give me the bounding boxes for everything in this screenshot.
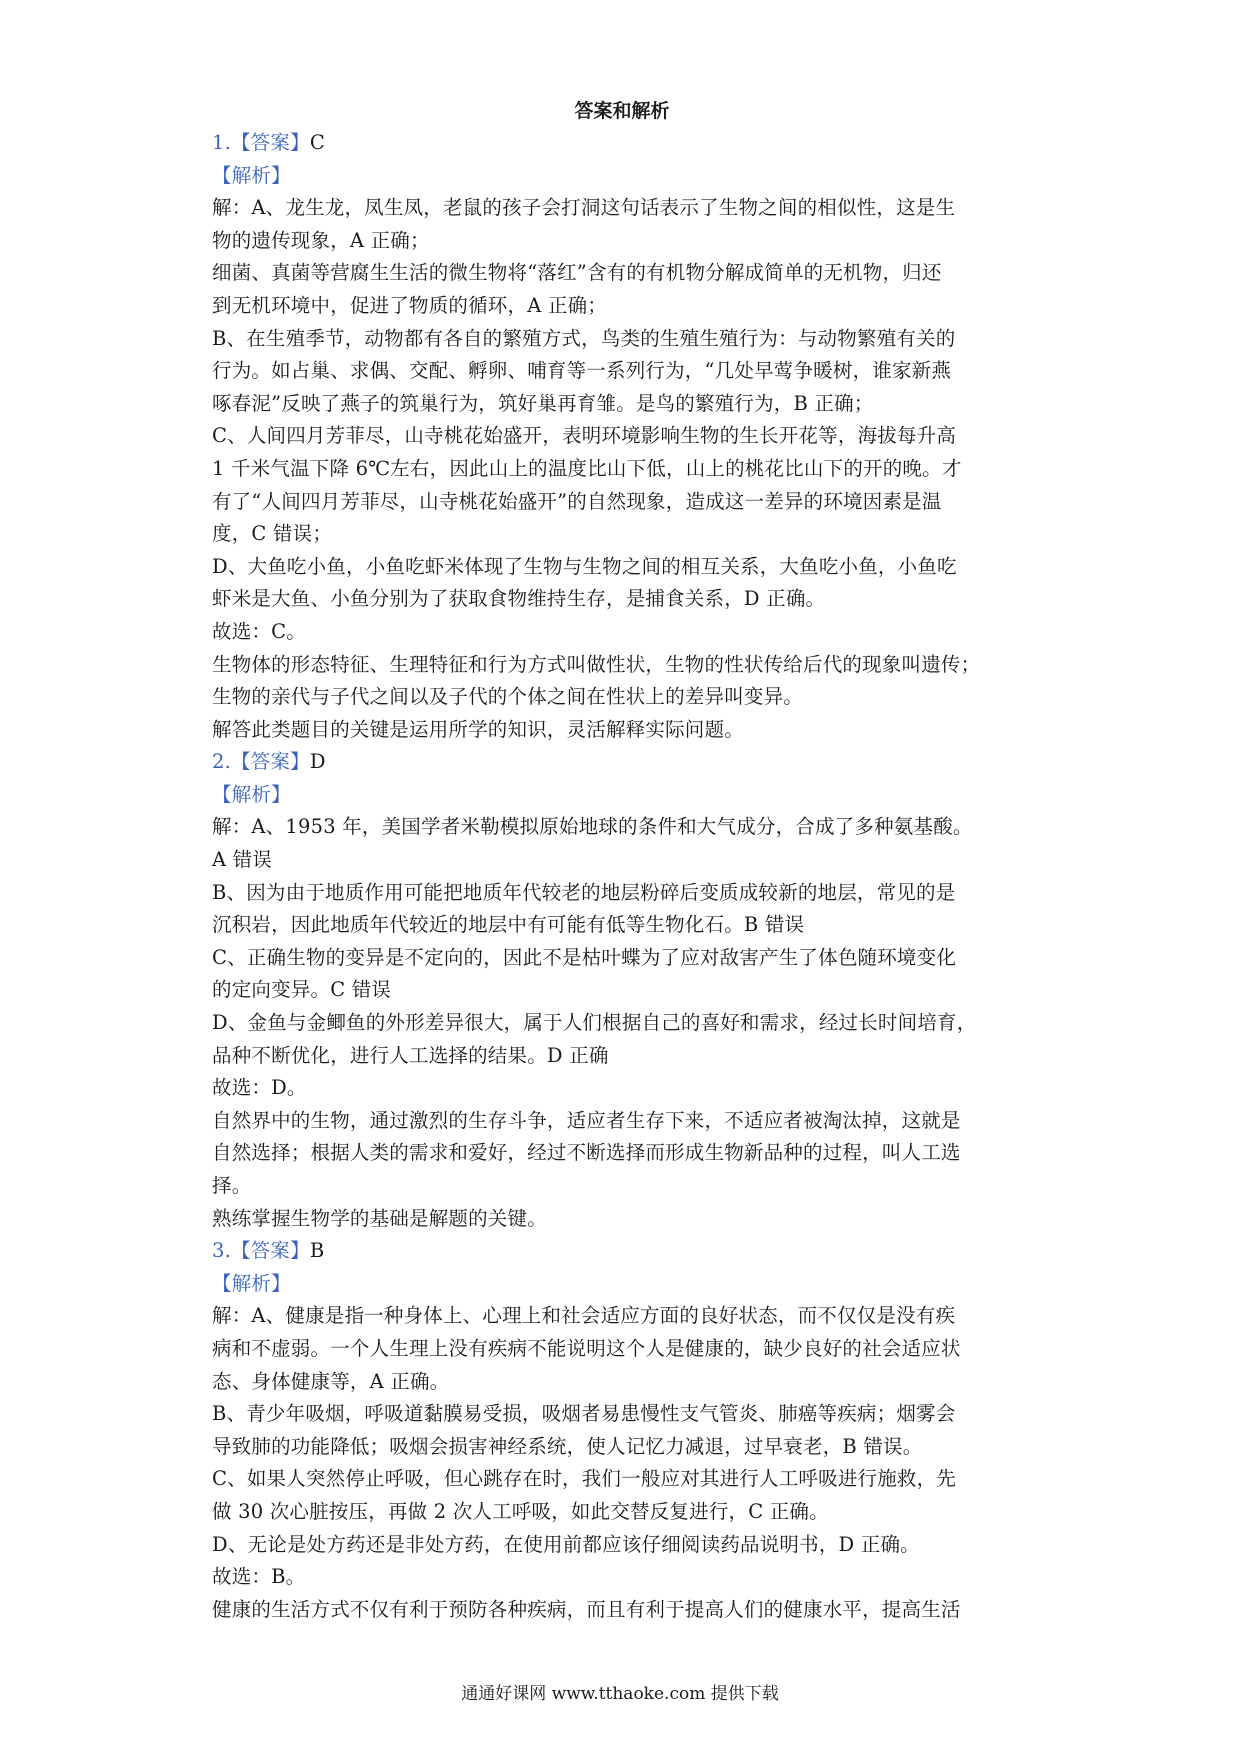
answer-label: 【答案】 [231,1239,310,1263]
page-title: 答案和解析 [574,100,670,122]
analysis-line: 熟练掌握生物学的基础是解题的关键。 [212,1206,547,1230]
analysis-line: 病和不虚弱。一个人生理上没有疾病不能说明这个人是健康的，缺少良好的社会适应状 [212,1336,961,1360]
analysis-line: 的定向变异。C 错误 [212,978,392,1002]
answer-label: 【答案】 [231,750,310,774]
analysis-line: 做 30 次心脏按压，再做 2 次人工呼吸，如此交替反复进行，C 正确。 [212,1499,829,1523]
analysis-line: D、无论是处方药还是非处方药，在使用前都应该仔细阅读药品说明书，D 正确。 [212,1532,920,1556]
analysis-line: 解：A、1953 年，美国学者米勒模拟原始地球的条件和大气成分，合成了多种氨基酸。 [212,815,973,839]
answer-value: C [309,131,325,154]
analysis-line: 啄春泥”反映了燕子的筑巢行为，筑好巢再育雏。是鸟的繁殖行为，B 正确； [212,391,874,415]
analysis-line: 行为。如占巢、求偶、交配、孵卵、哺育等一系列行为，“几处早莺争暖树，谁家新燕 [212,359,952,383]
analysis-line: A 错误 [212,848,273,872]
answer-heading [212,746,1032,779]
analysis-line: 到无机环境中，促进了物质的循环，A 正确； [212,293,607,317]
answer-heading [212,1235,1032,1268]
analysis-label: 【解析】 [212,1271,291,1295]
answer-sections [212,127,1032,1626]
analysis-line: C、如果人突然停止呼吸，但心跳存在时，我们一般应对其进行人工呼吸进行施救，先 [212,1467,957,1491]
analysis-label: 【解析】 [212,782,291,806]
answer-value: D [309,750,326,774]
analysis-line: D、大鱼吃小鱼，小鱼吃虾米体现了生物与生物之间的相互关系，大鱼吃小鱼，小鱼吃 [212,554,957,578]
analysis-line: 沉积岩，因此地质年代较近的地层中有可能有低等生物化石。B 错误 [212,913,805,937]
analysis-line: 有了“人间四月芳菲尽，山寺桃花始盛开”的自然现象，造成这一差异的环境因素是温 [212,489,942,513]
analysis-line: 解：A、龙生龙，凤生凤，老鼠的孩子会打洞这句话表示了生物之间的相似性，这是生 [212,196,956,220]
answer-number: 1. [212,131,232,154]
answer-number: 2. [212,750,232,774]
analysis-line: 生物的亲代与子代之间以及子代的个体之间在性状上的差异叫变异。 [212,685,804,709]
analysis-line: D、金鱼与金鲫鱼的外形差异很大，属于人们根据自己的喜好和需求，经过长时间培育， [212,1011,977,1035]
page-footer: 通通好课网 www.tthaoke.com 提供下载 [461,1684,779,1704]
analysis-line: 细菌、真菌等营腐生生活的微生物将“落红”含有的有机物分解成简单的无机物，归还 [212,261,942,285]
analysis-line: B、因为由于地质作用可能把地质年代较老的地层粉碎后变质成较新的地层，常见的是 [212,880,956,904]
document-body [212,95,1032,1626]
analysis-line: 自然选择；根据人类的需求和爱好，经过不断选择而形成生物新品种的过程，叫人工选 [212,1141,961,1165]
analysis-label: 【解析】 [212,163,291,187]
answer-heading [212,127,1032,160]
answer-value: B [309,1239,325,1263]
analysis-line: 物的遗传现象，A 正确； [212,228,430,252]
analysis-line: C、正确生物的变异是不定向的，因此不是枯叶蝶为了应对敌害产生了体色随环境变化 [212,945,957,969]
analysis-line: B、青少年吸烟，呼吸道黏膜易受损，吸烟者易患慢性支气管炎、肺癌等疾病；烟雾会 [212,1402,956,1426]
analysis-line: 品种不断优化，进行人工选择的结果。D 正确 [212,1043,609,1067]
analysis-line: B、在生殖季节，动物都有各自的繁殖方式，鸟类的生殖生殖行为：与动物繁殖有关的 [212,326,956,350]
answer-number: 3. [212,1239,232,1263]
analysis-line: 故选：C。 [212,619,306,643]
analysis-line: 导致肺的功能降低；吸烟会损害神经系统，使人记忆力减退，过早衰老，B 错误。 [212,1434,923,1458]
analysis-line: 择。 [212,1174,252,1197]
analysis-line: 自然界中的生物，通过激烈的生存斗争，适应者生存下来，不适应者被淘汰掉，这就是 [212,1108,961,1132]
analysis-line: C、人间四月芳菲尽，山寺桃花始盛开，表明环境影响生物的生长开花等，海拔每升高 [212,424,957,448]
analysis-line: 度，C 错误； [212,522,333,546]
analysis-line: 态、身体健康等，A 正确。 [212,1369,450,1393]
analysis-line: 故选：D。 [212,1076,307,1100]
analysis-line: 1 千米气温下降 6℃左右，因此山上的温度比山下低，山上的桃花比山下的开的晚。才 [212,456,962,480]
analysis-line: 生物体的形态特征、生理特征和行为方式叫做性状，生物的性状传给后代的现象叫遗传； [212,652,981,676]
analysis-line: 虾米是大鱼、小鱼分别为了获取食物维持生存，是捕食关系，D 正确。 [212,587,826,611]
analysis-line: 解：A、健康是指一种身体上、心理上和社会适应方面的良好状态，而不仅仅是没有疾 [212,1304,956,1328]
analysis-line: 故选：B。 [212,1565,306,1589]
answer-label: 【答案】 [231,131,310,154]
analysis-line: 解答此类题目的关键是运用所学的知识，灵活解释实际问题。 [212,717,744,741]
analysis-line: 健康的生活方式不仅有利于预防各种疾病，而且有利于提高人们的健康水平，提高生活 [212,1597,961,1621]
